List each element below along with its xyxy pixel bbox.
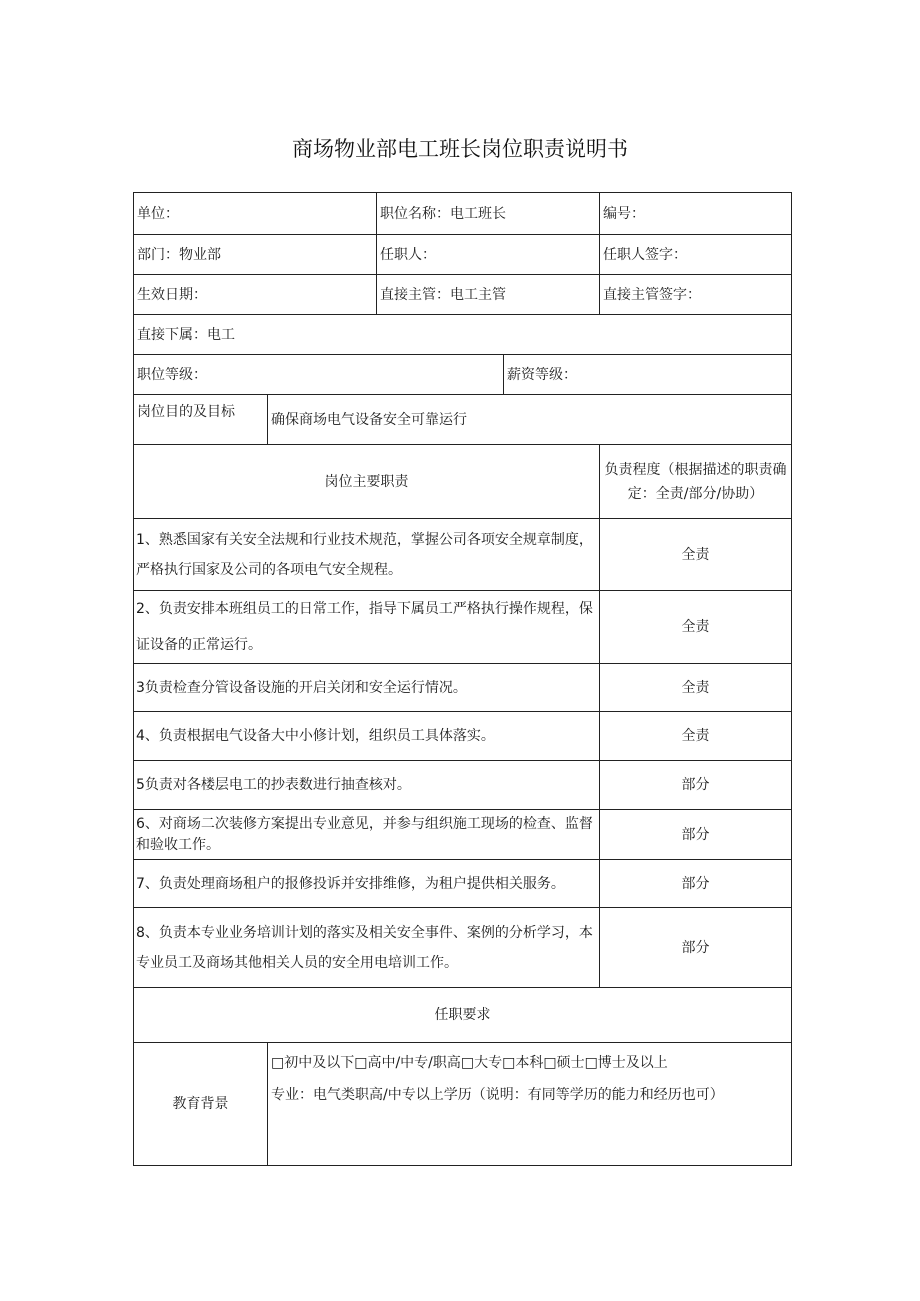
duty-item-7: 7、负责处理商场租户的报修投诉并安排维修，为租户提供相关服务。 bbox=[134, 860, 600, 908]
education-label-cell: 教育背景 bbox=[134, 1043, 268, 1166]
number-cell: 编号： bbox=[600, 193, 792, 235]
job-description-table bbox=[133, 192, 792, 1166]
duty-item-4: 4、负责根据电气设备大中小修计划，组织员工具体落实。 bbox=[134, 712, 600, 761]
education-options: □初中及以下□高中/中专/职高□大专□本科□硕士□博士及以上 bbox=[271, 1055, 668, 1071]
position-name-cell: 职位名称：电工班长 bbox=[377, 193, 600, 235]
duty-degree-8: 部分 bbox=[600, 908, 792, 988]
duty-item-1: 1、熟悉国家有关安全法规和行业技术规范，掌握公司各项安全规章制度，严格执行国家及公司的各项电气安全规程。 bbox=[134, 519, 600, 591]
duty-degree-5: 部分 bbox=[600, 761, 792, 810]
direct-supervisor-cell: 直接主管：电工主管 bbox=[377, 275, 600, 315]
purpose-value-cell: 确保商场电气设备安全可靠运行 bbox=[268, 395, 792, 445]
holder-cell: 任职人： bbox=[377, 235, 600, 275]
duty-item-8: 8、负责本专业业务培训计划的落实及相关安全事件、案例的分析学习，本专业员工及商场其他相关人员的安全用电培训工作。 bbox=[134, 908, 600, 988]
requirements-header: 任职要求 bbox=[134, 988, 792, 1043]
duties-header: 岗位主要职责 bbox=[134, 445, 600, 519]
duty-degree-1: 全责 bbox=[600, 519, 792, 591]
duty-degree-4: 全责 bbox=[600, 712, 792, 761]
page-title: 商场物业部电工班长岗位职责说明书 bbox=[292, 137, 628, 161]
duty-item-5: 5负责对各楼层电工的抄表数进行抽查核对。 bbox=[134, 761, 600, 810]
degree-header: 负责程度（根据描述的职责确定：全责/部分/协助） bbox=[600, 445, 792, 519]
holder-signature-cell: 任职人签字： bbox=[600, 235, 792, 275]
effective-date-cell: 生效日期： bbox=[134, 275, 377, 315]
supervisor-signature-cell: 直接主管签字： bbox=[600, 275, 792, 315]
education-major: 专业：电气类职高/中专以上学历（说明：有同等学历的能力和经历也可） bbox=[271, 1087, 724, 1103]
position-grade-cell: 职位等级： bbox=[134, 355, 504, 395]
duty-degree-3: 全责 bbox=[600, 664, 792, 712]
department-cell: 部门：物业部 bbox=[134, 235, 377, 275]
duty-item-3: 3负责检查分管设备设施的开启关闭和安全运行情况。 bbox=[134, 664, 600, 712]
duty-degree-7: 部分 bbox=[600, 860, 792, 908]
purpose-label-cell: 岗位目的及目标 bbox=[134, 395, 268, 445]
duty-degree-6: 部分 bbox=[600, 810, 792, 860]
duty-degree-2: 全责 bbox=[600, 591, 792, 664]
duty-item-2: 2、负责安排本班组员工的日常工作，指导下属员工严格执行操作规程，保证设备的正常运行。 bbox=[134, 591, 600, 664]
salary-grade-cell: 薪资等级： bbox=[504, 355, 792, 395]
subordinates-cell: 直接下属：电工 bbox=[134, 315, 792, 355]
education-value-cell bbox=[268, 1043, 792, 1166]
unit-cell: 单位： bbox=[134, 193, 377, 235]
duty-item-6: 6、对商场二次装修方案提出专业意见，并参与组织施工现场的检查、监督和验收工作。 bbox=[134, 810, 600, 860]
